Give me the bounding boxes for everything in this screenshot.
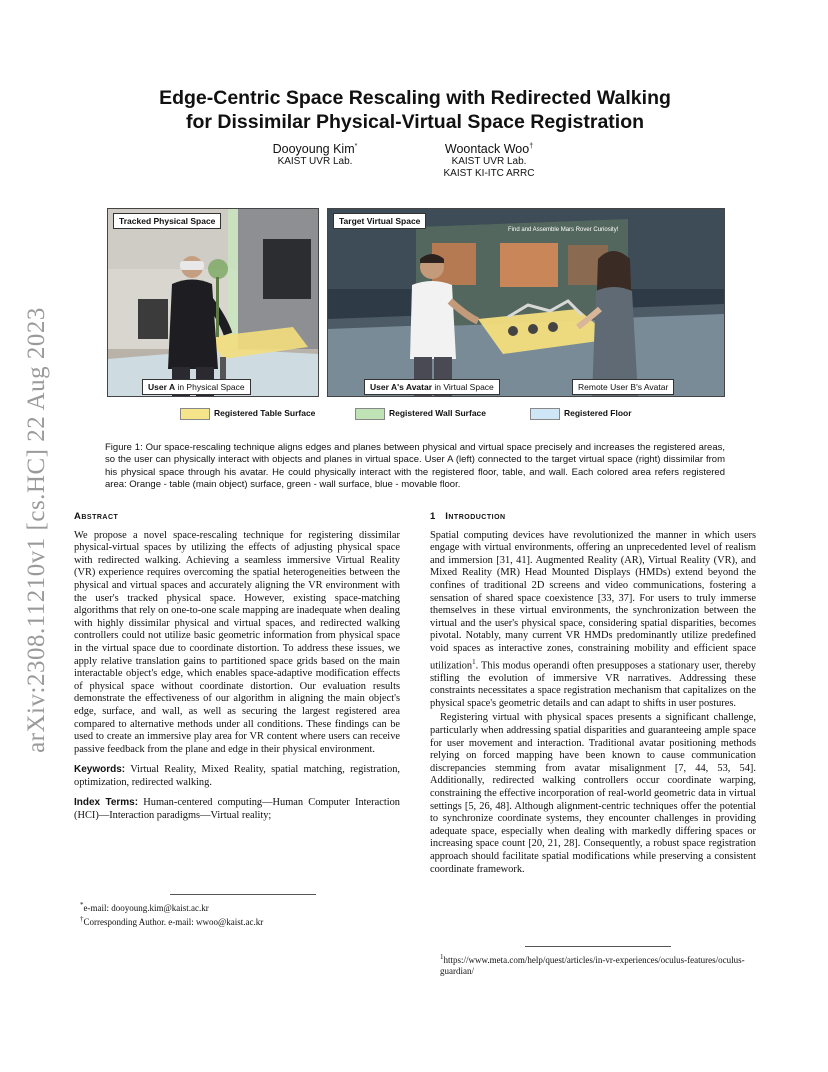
physical-space-title: Tracked Physical Space xyxy=(113,213,221,229)
footnote-rule-right xyxy=(525,946,671,947)
footnote-right: $^1$https://www.meta.com/help/quest/articles/in-vr-experiences/oculus-features/oculus-guardian/ xyxy=(440,953,745,976)
author-1-name: Dooyoung Kim xyxy=(272,142,355,156)
author-2-affiliation-2: KAIST KI-ITC ARRC xyxy=(443,168,535,179)
virtual-space-title: Target Virtual Space xyxy=(333,213,426,229)
remote-user-b-label: Remote User B's Avatar xyxy=(572,379,674,395)
keywords-label: Keywords: xyxy=(74,764,126,776)
user-a-avatar-label xyxy=(364,379,500,395)
legend-table-swatch xyxy=(180,408,210,420)
avatar-label-bold: User A's Avatar xyxy=(370,382,433,392)
figure-physical-space-panel xyxy=(107,208,319,397)
paper-title xyxy=(110,86,720,134)
figure-virtual-space-panel xyxy=(327,208,725,397)
author-1-mark: * xyxy=(354,142,358,150)
title-line-2: for Dissimilar Physical-Virtual Space Registration xyxy=(185,111,645,133)
abstract-heading: Abstract xyxy=(74,511,119,522)
author-2-name: Woontack Woo xyxy=(444,142,530,156)
author-1-affiliation: KAIST UVR Lab. xyxy=(277,156,353,167)
index-terms xyxy=(74,797,400,822)
left-column xyxy=(74,511,400,823)
footnotes-left xyxy=(80,900,400,928)
title-line-1: Edge-Centric Space Rescaling with Redirected Walking xyxy=(159,87,671,109)
user-a-label-rest: in Physical Space xyxy=(175,382,245,392)
author-2-affiliation-1: KAIST UVR Lab. xyxy=(451,156,527,167)
legend-wall-label: Registered Wall Surface xyxy=(389,408,486,418)
abstract-text: We propose a novel space-rescaling technique for registering dissimilar physical-virtual spaces by utilizing the effects of adjusting physical space with redirected walking. Achieving a seamless immersive Virtual Reality (VR) experience requires overcoming the spatial heterogeneities between the physical and virtual spaces and accurately aligning the VR environment with the user's tracked physical space. However, existing space-matching algorithms that rely on one-to-one scale mapping are inadequate when dealing with highly dissimilar physical and virtual spaces, and redirected walking controllers could not utilize basic geometric information from physical space in the virtual space due to coordinate distortion. To address these issues, we apply relative translation gains to partitioned space grids based on the main interactable object's edge, which enables space-adaptive modification effects of physical space without coordinate distortion. Our evaluation results demonstrate the effectiveness of our algorithm in aligning the main object's edge, surface, and wall, as well as securing the largest registered area compared to alternative methods under all conditions. These findings can be used to create an immersive play area for VR content where users can receive passive feedback from the plane and edge in their physical environment. xyxy=(74,529,400,755)
right-column xyxy=(430,511,756,876)
physical-space-photo xyxy=(108,209,318,396)
legend-floor-label: Registered Floor xyxy=(564,408,632,418)
author-2-mark: † xyxy=(529,142,534,150)
author-1 xyxy=(240,142,390,168)
footnote-url: https://www.meta.com/help/quest/articles/in-vr-experiences/oculus-features/oculus-guardian/ xyxy=(440,955,745,976)
footnote-email-1: *e-mail: dooyoung.kim@kaist.ac.kr xyxy=(80,901,209,913)
user-a-label-bold: User A xyxy=(148,382,176,392)
author-2 xyxy=(414,142,564,180)
virtual-space-render xyxy=(328,209,724,396)
legend-table-label: Registered Table Surface xyxy=(214,408,316,418)
intro-heading: 1 Introduction xyxy=(430,511,506,522)
keywords xyxy=(74,764,400,789)
footnote-email-2: †Corresponding Author. e-mail: wwoo@kaist.ac.kr xyxy=(80,915,264,927)
figure-caption: Figure 1: Our space-rescaling technique aligns edges and planes between physical and virtual space precisely and increases the registered areas, so the user can physically interact with objects and planes in virtual space. User A (left) connected to the target virtual space (right) dissimilar from his physical space through his avatar. He could physically interact with the registered floor, table, and wall. Each colored area refers registered area: Orange - table (main object) surface, green - wall surface, blue - movable floor. xyxy=(105,442,725,490)
user-a-physical-label xyxy=(142,379,251,395)
virtual-screen-text: Find and Assemble Mars Rover Curiosity! xyxy=(508,227,619,233)
footnote-ref-1: 1 xyxy=(472,657,476,666)
legend-floor-swatch xyxy=(530,408,560,420)
legend-wall-swatch xyxy=(355,408,385,420)
index-terms-label: Index Terms: xyxy=(74,797,139,809)
intro-paragraph-2: Registering virtual with physical spaces presents a significant challenge, particularly when addressing spatial disparities and guaranteeing ample space for user movement and interaction. Traditional avatar positioning methods relying on forced mapping have been known to cause communication discrepancies stemming from avatar misalignment [7, 44, 53, 54]. Additionally, redirected walking controllers occur coordinate warping, constraining the effective incorporation of real-world geometric data in virtual settings [5, 26, 48]. Although alignment-centric techniques offer the potential to synchronize coordinate systems, they encounter challenges in providing adequate space, especially when dealing with markedly differing spaces or increasing space count [20, 21, 28]. Consequently, a robust space registration approach should facilitate spatial modifications while preserving a consistent coordinate framework. xyxy=(430,712,756,875)
index-terms-text: Human-centered computing—Human Computer Interaction (HCI)—Interaction paradigms—Virtual reality; xyxy=(74,797,401,822)
arxiv-identifier xyxy=(20,270,54,790)
intro-paragraph-1: Spatial computing devices have revolutionized the manner in which users engage with virtual environments, offering an unprecedented level of realism and immersion [31, 41]. Augmented Reality (AR), Virtual Reality (VR), and Mixed Reality (MR) Head Mounted Displays (HMDs) extend beyond the confines of traditional 2D screens and video communications, fostering a sensation of shared space coexistence [33, 37]. For users to truly immerse themselves in these virtual environments, the synchronization between the virtual and the user's physical space, considering spatial disparities, becomes pivotal. Notably, many current VR HMDs predominantly utilize predefined void spaces as interactive zones, constraining mobility and efficient space utilization$^1$. This modus operandi often presupposes a stationary user, thereby stifling the evolution of immersive VR narratives. Addressing these constraints necessitates a space registration mechanism that capitalizes on the physical space's geometric details and can adapt to shifts in user postures. xyxy=(430,529,756,709)
footnote-rule-left xyxy=(170,894,316,895)
avatar-label-rest: in Virtual Space xyxy=(432,382,494,392)
arxiv-id-text: arXiv:2308.11210v1 [cs.HC] 22 Aug 2023 xyxy=(23,307,50,753)
keywords-text: Virtual Reality, Mixed Reality, spatial matching, registration, optimization, redirected walking. xyxy=(74,764,400,788)
